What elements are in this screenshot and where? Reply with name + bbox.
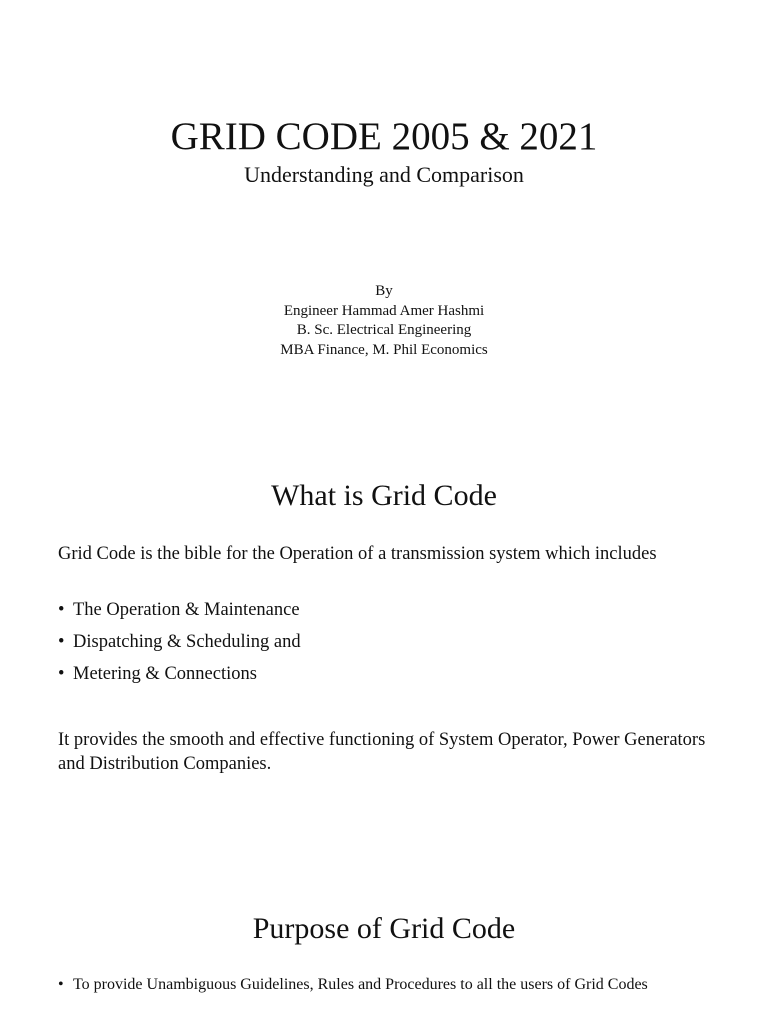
list-item-text: To provide Unambiguous Guidelines, Rules and Procedures to all the users of Grid Codes <box>73 976 648 993</box>
list-item <box>58 630 718 654</box>
list-item-text: Dispatching & Scheduling and <box>73 632 301 652</box>
list-item <box>58 598 718 622</box>
byline-degree-1: B. Sc. Electrical Engineering <box>296 322 472 338</box>
byline-by: By <box>375 283 393 299</box>
grid-code-scope-list <box>58 598 718 694</box>
document-subtitle: Understanding and Comparison <box>244 162 524 187</box>
bullet-icon: • <box>58 632 65 652</box>
list-item <box>58 662 718 686</box>
section-heading-what-is-grid-code: What is Grid Code <box>271 479 497 512</box>
intro-paragraph: Grid Code is the bible for the Operation of a transmission system which includes <box>58 544 657 564</box>
byline-author: Engineer Hammad Amer Hashmi <box>283 302 485 319</box>
closing-paragraph: It provides the smooth and effective functioning of System Operator, Power Generators and Distribution Companies. <box>58 730 706 774</box>
bullet-icon: • <box>58 664 65 684</box>
list-item <box>58 974 718 995</box>
byline-degree-2: MBA Finance, M. Phil Economics <box>280 341 488 358</box>
section-heading-purpose-of-grid-code: Purpose of Grid Code <box>252 912 516 945</box>
purpose-list <box>58 974 718 995</box>
bullet-icon: • <box>58 600 65 620</box>
author-byline <box>0 282 768 360</box>
document-title: GRID CODE 2005 & 2021 <box>170 115 598 158</box>
list-item-text: Metering & Connections <box>73 664 257 684</box>
list-item-text: The Operation & Maintenance <box>73 600 300 620</box>
bullet-icon: • <box>58 976 64 993</box>
